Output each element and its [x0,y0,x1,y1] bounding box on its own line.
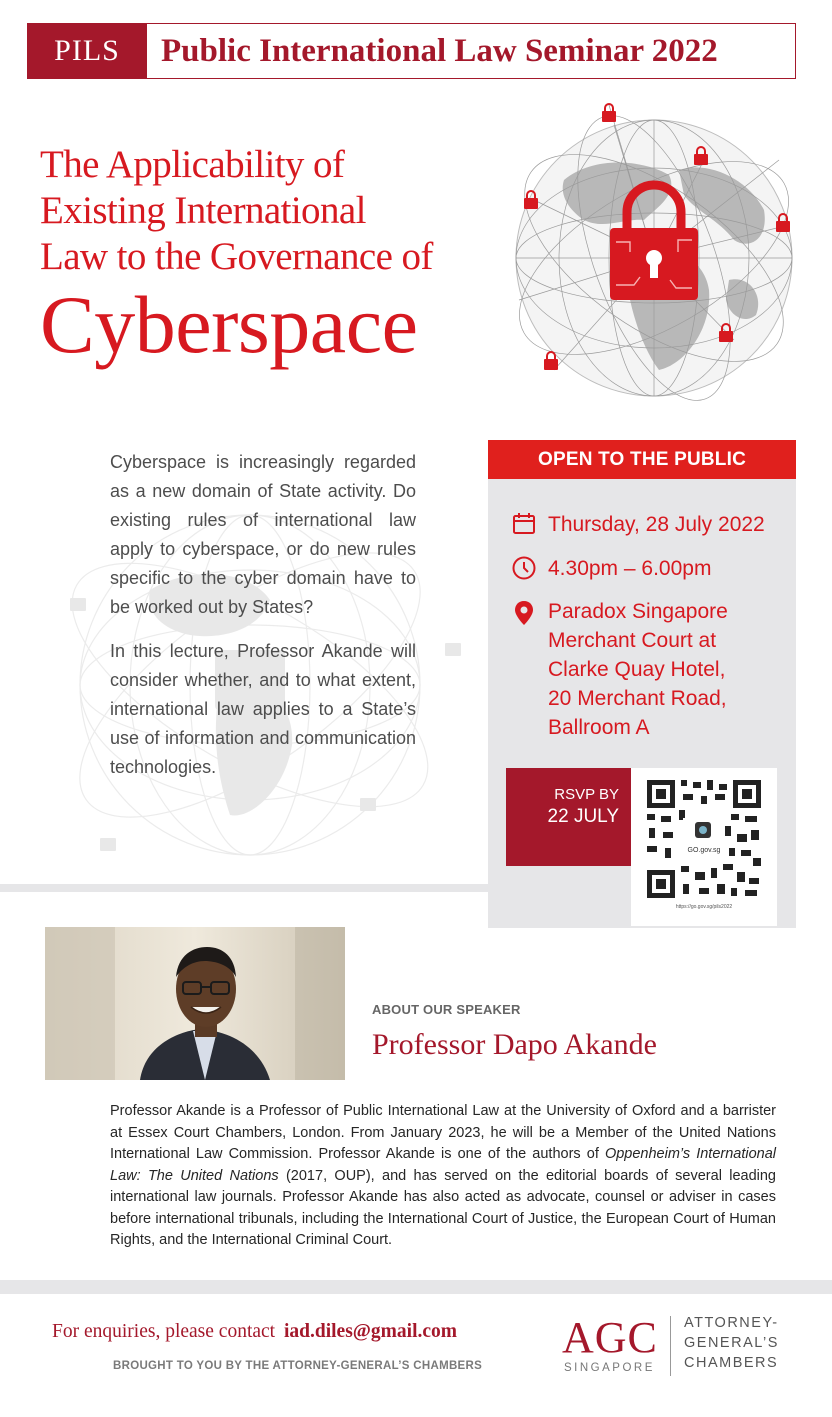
rsvp-box [506,768,631,866]
speaker-bio [110,1101,776,1252]
agc-logo-name-line-2: GENERAL’S [684,1335,779,1351]
lecture-title-line-3: Law to the Governance of [40,235,433,278]
enquiry-line [52,1321,457,1343]
lecture-title-line-1: The Applicability of [40,143,345,186]
event-date: Thursday, 28 July 2022 [548,513,765,536]
agc-logo-singapore: SINGAPORE [564,1362,655,1374]
pils-badge: PILS [28,24,146,78]
open-to-public-banner: OPEN TO THE PUBLIC [488,440,796,479]
venue-line-5: Ballroom A [548,716,650,739]
qr-code-icon [645,778,763,900]
agc-logo [562,1310,792,1380]
about-speaker-label: ABOUT OUR SPEAKER [372,1002,521,1017]
section-divider-1 [0,884,488,892]
agc-logo-mark: AGC [562,1313,658,1362]
qr-url-text[interactable]: https://go.gov.sg/pils2022 [675,904,733,910]
enquiry-text: For enquiries, please contact [52,1321,276,1342]
cyber-globe-illustration [494,100,804,410]
event-time-row [510,554,711,583]
brought-to-you-by: BROUGHT TO YOU BY THE ATTORNEY-GENERAL’S CHAMBERS [113,1360,483,1372]
location-pin-icon [510,599,538,627]
clock-icon [510,554,538,582]
section-divider-2 [0,1280,832,1294]
event-time: 4.30pm – 6.00pm [548,557,712,580]
go-gov-logo-text: GO.gov.sg [687,847,721,854]
intro-paragraph-1: Cyberspace is increasingly regarded as a new domain of State activity. Do existing rules of international law apply to cyberspace, or do new rules specific to the cyber domain have to be worked out by States? [110,452,416,617]
venue-line-3: Clarke Quay Hotel, [548,658,726,681]
enquiry-email-link[interactable]: iad.diles@gmail.com [283,1321,458,1342]
bio-text-2: (2017, OUP), and has served on the editorial boards of several leading international law journals. Professor Akande has also acted as advocate, counsel or adviser in cases before international tribunals, including the International Court of Justice, the European Court of Human Rights, and the International Criminal Court. [110,1167,776,1248]
seminar-header [27,23,796,79]
speaker-name: Professor Dapo Akande [372,1028,657,1061]
intro-paragraph-2: In this lecture, Professor Akande will consider whether, and to what extent, international law applies to a State’s use of information and communication technologies. [110,641,416,777]
lecture-title-cyberspace: Cyberspace [40,279,418,370]
event-venue-row [510,597,728,742]
rsvp-label: RSVP BY [554,786,619,803]
event-venue [548,597,728,742]
seminar-title: Public International Law Seminar 2022 [146,24,795,78]
venue-line-4: 20 Merchant Road, [548,687,727,710]
calendar-icon [510,510,538,538]
agc-logo-name [684,1313,779,1373]
venue-line-1: Paradox Singapore [548,600,728,623]
agc-logo-name-line-3: CHAMBERS [684,1355,779,1371]
rsvp-qr-code[interactable] [631,768,777,926]
rsvp-date: 22 JULY [547,806,619,827]
event-date-row [510,510,765,539]
speaker-photo [45,927,345,1080]
agc-logo-name-line-1: ATTORNEY- [684,1315,779,1331]
lecture-title [40,142,510,368]
bio-book-title: Oppenheim’s International Law: The United Nations [110,1146,777,1184]
venue-line-2: Merchant Court at [548,629,717,652]
bio-text-1: Professor Akande is a Professor of Public International Law at the University of Oxford and a barrister at Essex Court Chambers, London. From January 2023, he will be a Member of the United Nations International Law Commission. Professor Akande is one of the authors of [110,1103,776,1162]
lecture-title-line-2: Existing International [40,189,366,232]
agc-logo-divider [670,1316,671,1376]
intro-text [110,448,416,782]
